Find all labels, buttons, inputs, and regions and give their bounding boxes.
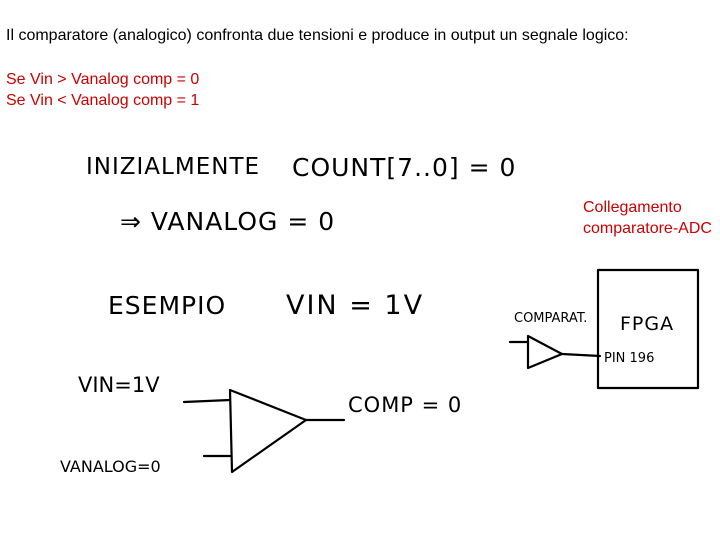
hw-example: ESEMPIO <box>108 291 227 320</box>
comparator-symbol <box>230 390 306 472</box>
comparator-input-plus <box>184 400 230 402</box>
hw-initially: INIZIALMENTE <box>86 154 261 180</box>
page-title: Il comparatore (analogico) confronta due tensioni e produce in output un segnale logico: <box>6 27 629 44</box>
small-comparator-to-fpga-wire <box>562 354 600 356</box>
hw-fpga: FPGA <box>620 313 675 335</box>
small-comparator-symbol <box>528 336 562 368</box>
hw-pin: PIN 196 <box>604 351 655 366</box>
hw-vanalog-zero: ⇒ VANALOG = 0 <box>120 207 336 236</box>
hw-vanalog-input: VANALOG=0 <box>60 457 161 476</box>
connection-label: Collegamento comparatore-ADC <box>583 199 712 237</box>
rule-vin-greater: Se Vin > Vanalog comp = 0 <box>6 71 200 88</box>
hw-vin-1v: VIN = 1V <box>286 290 425 321</box>
hw-vin-input: VIN=1V <box>78 373 160 397</box>
hw-comp-output: COMP = 0 <box>348 393 463 417</box>
hw-count: COUNT[7..0] = 0 <box>292 153 517 182</box>
hw-comparator-small: COMPARAT. <box>514 311 588 326</box>
rule-vin-less: Se Vin < Vanalog comp = 1 <box>6 92 200 109</box>
